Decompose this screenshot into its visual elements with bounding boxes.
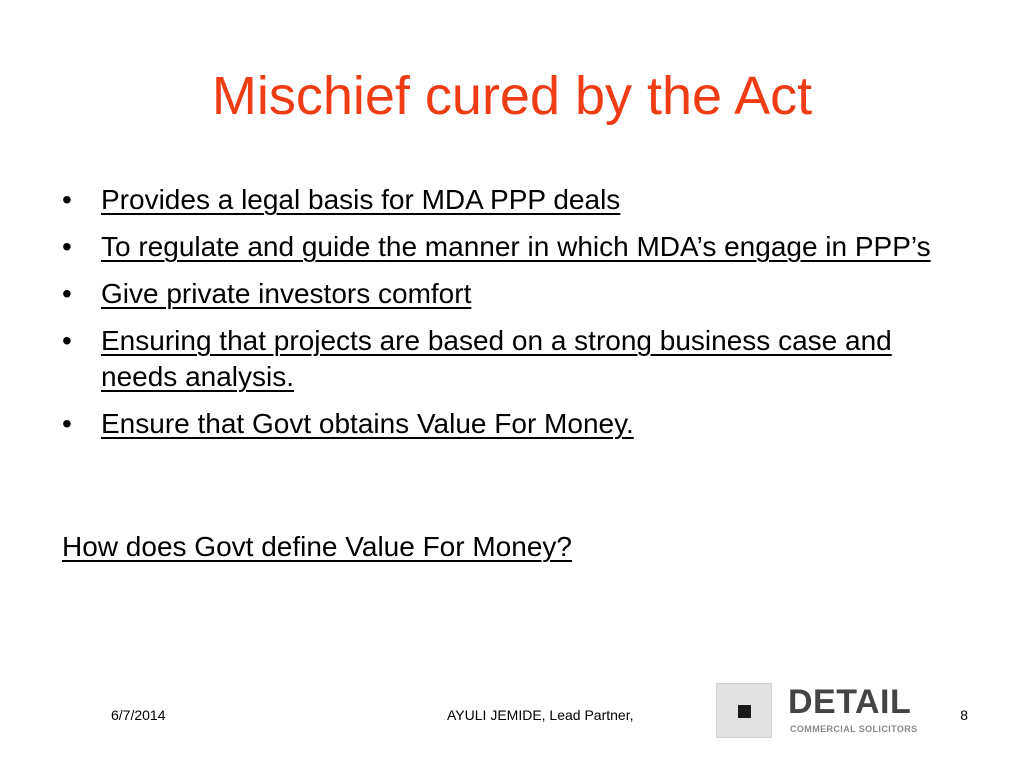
- bullet-item: [62, 229, 962, 265]
- slide-title: Mischief cured by the Act: [211, 66, 813, 126]
- bullet-icon: •: [62, 231, 72, 262]
- footer-presenter: AYULI JEMIDE, Lead Partner,: [447, 707, 634, 723]
- footer-date: 6/7/2014: [111, 707, 166, 723]
- bullet-text: Ensure that Govt obtains Value For Money.: [101, 408, 634, 439]
- page-number: 8: [960, 707, 968, 723]
- bullet-text: To regulate and guide the manner in which MDA’s engage in PPP’s: [101, 231, 931, 262]
- bullet-list: [62, 182, 962, 453]
- bullet-icon: •: [62, 408, 72, 439]
- bullet-icon: •: [62, 325, 72, 356]
- bullet-item: [62, 406, 962, 442]
- bullet-icon: •: [62, 184, 72, 215]
- bullet-text: Provides a legal basis for MDA PPP deals: [101, 184, 621, 215]
- square-icon: [738, 705, 751, 718]
- bullet-item: [62, 182, 962, 218]
- logo-box: [716, 683, 772, 738]
- company-logo: [716, 683, 931, 738]
- bullet-item: [62, 276, 962, 312]
- bullet-text: Ensuring that projects are based on a strong business case and needs analysis.: [101, 325, 892, 392]
- question-text: How does Govt define Value For Money?: [62, 531, 572, 562]
- bullet-icon: •: [62, 278, 72, 309]
- logo-wordmark: DETAIL: [788, 683, 912, 721]
- bullet-item: [62, 323, 962, 395]
- logo-tagline: COMMERCIAL SOLICITORS: [790, 724, 918, 734]
- bullet-text: Give private investors comfort: [101, 278, 472, 309]
